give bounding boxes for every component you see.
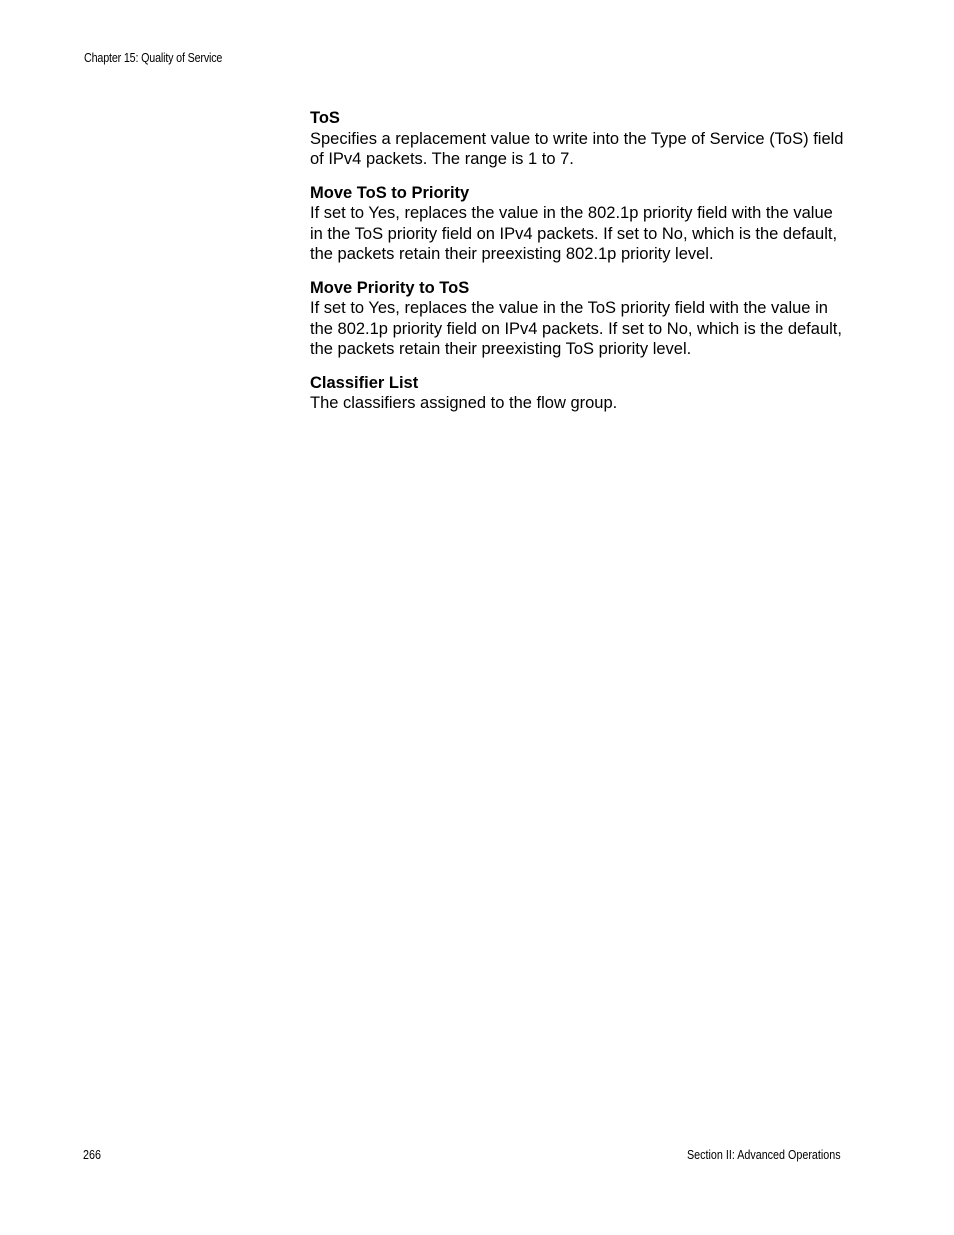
definition-description: If set to Yes, replaces the value in the 802.1p priority field with the value in the ToS priority field on IPv4 packets. If set to No, which is the default, the packets retain their preexisting 802.1p priority level. — [310, 204, 838, 263]
definition-entry-move-priority-to-tos — [310, 278, 850, 360]
definition-entry-tos — [310, 108, 850, 170]
definition-term: Classifier List — [310, 373, 419, 392]
running-footer-section: Section II: Advanced Operations — [687, 1148, 841, 1162]
definition-term: Move Priority to ToS — [310, 278, 470, 297]
definition-entry-classifier-list — [310, 373, 850, 414]
definition-description: Specifies a replacement value to write into the Type of Service (ToS) field of IPv4 packets. The range is 1 to 7. — [310, 129, 844, 168]
definition-term: Move ToS to Priority — [310, 183, 470, 202]
definition-description: The classifiers assigned to the flow group. — [310, 394, 618, 412]
definition-description: If set to Yes, replaces the value in the ToS priority field with the value in the 802.1p priority field on IPv4 packets. If set to No, which is the default, the packets retain their preexisting ToS priority level. — [310, 299, 842, 358]
definition-entry-move-tos-to-priority — [310, 183, 850, 265]
definition-term: ToS — [310, 109, 340, 127]
page-number: 266 — [83, 1148, 101, 1162]
running-header-chapter: Chapter 15: Quality of Service — [84, 51, 223, 65]
definition-list — [310, 108, 850, 427]
